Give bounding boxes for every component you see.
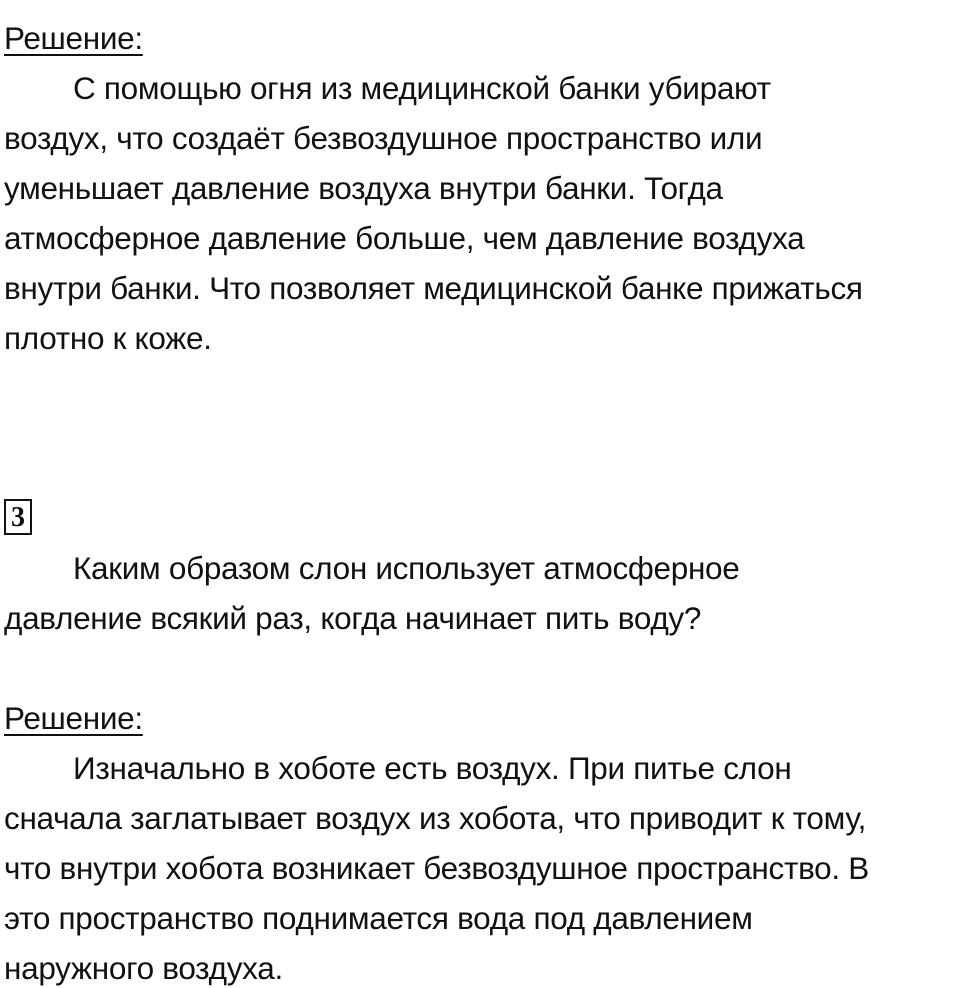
solution-text-line: С помощью огня из медицинской банки убирают (73, 70, 771, 106)
task-number-box: 3 (4, 499, 32, 535)
solution-text-line: наружного воздуха. (4, 950, 283, 986)
solution-text-line: уменьшает давление воздуха внутри банки. Тогда (4, 170, 723, 206)
question-text-line: Каким образом слон использует атмосферное (73, 550, 740, 586)
solution-text-line: сначала заглатывает воздух из хобота, что приводит к тому, (4, 800, 867, 836)
solution-heading: Решение: (4, 700, 143, 736)
solution-text-line: внутри банки. Что позволяет медицинской банке прижаться (4, 270, 863, 306)
solution-text-line: плотно к коже. (4, 320, 212, 356)
solution-heading: Решение: (4, 20, 143, 56)
solution-text-line: воздух, что создаёт безвоздушное пространство или (4, 120, 763, 156)
solution-text-line: Изначально в хоботе есть воздух. При питье слон (73, 750, 792, 786)
solution-text-line: атмосферное давление больше, чем давление воздуха (4, 220, 805, 256)
solution-text-line: что внутри хобота возникает безвоздушное пространство. В (4, 850, 870, 886)
solution-text-line: это пространство поднимается вода под давлением (4, 900, 753, 936)
question-text-line: давление всякий раз, когда начинает пить воду? (4, 600, 702, 636)
